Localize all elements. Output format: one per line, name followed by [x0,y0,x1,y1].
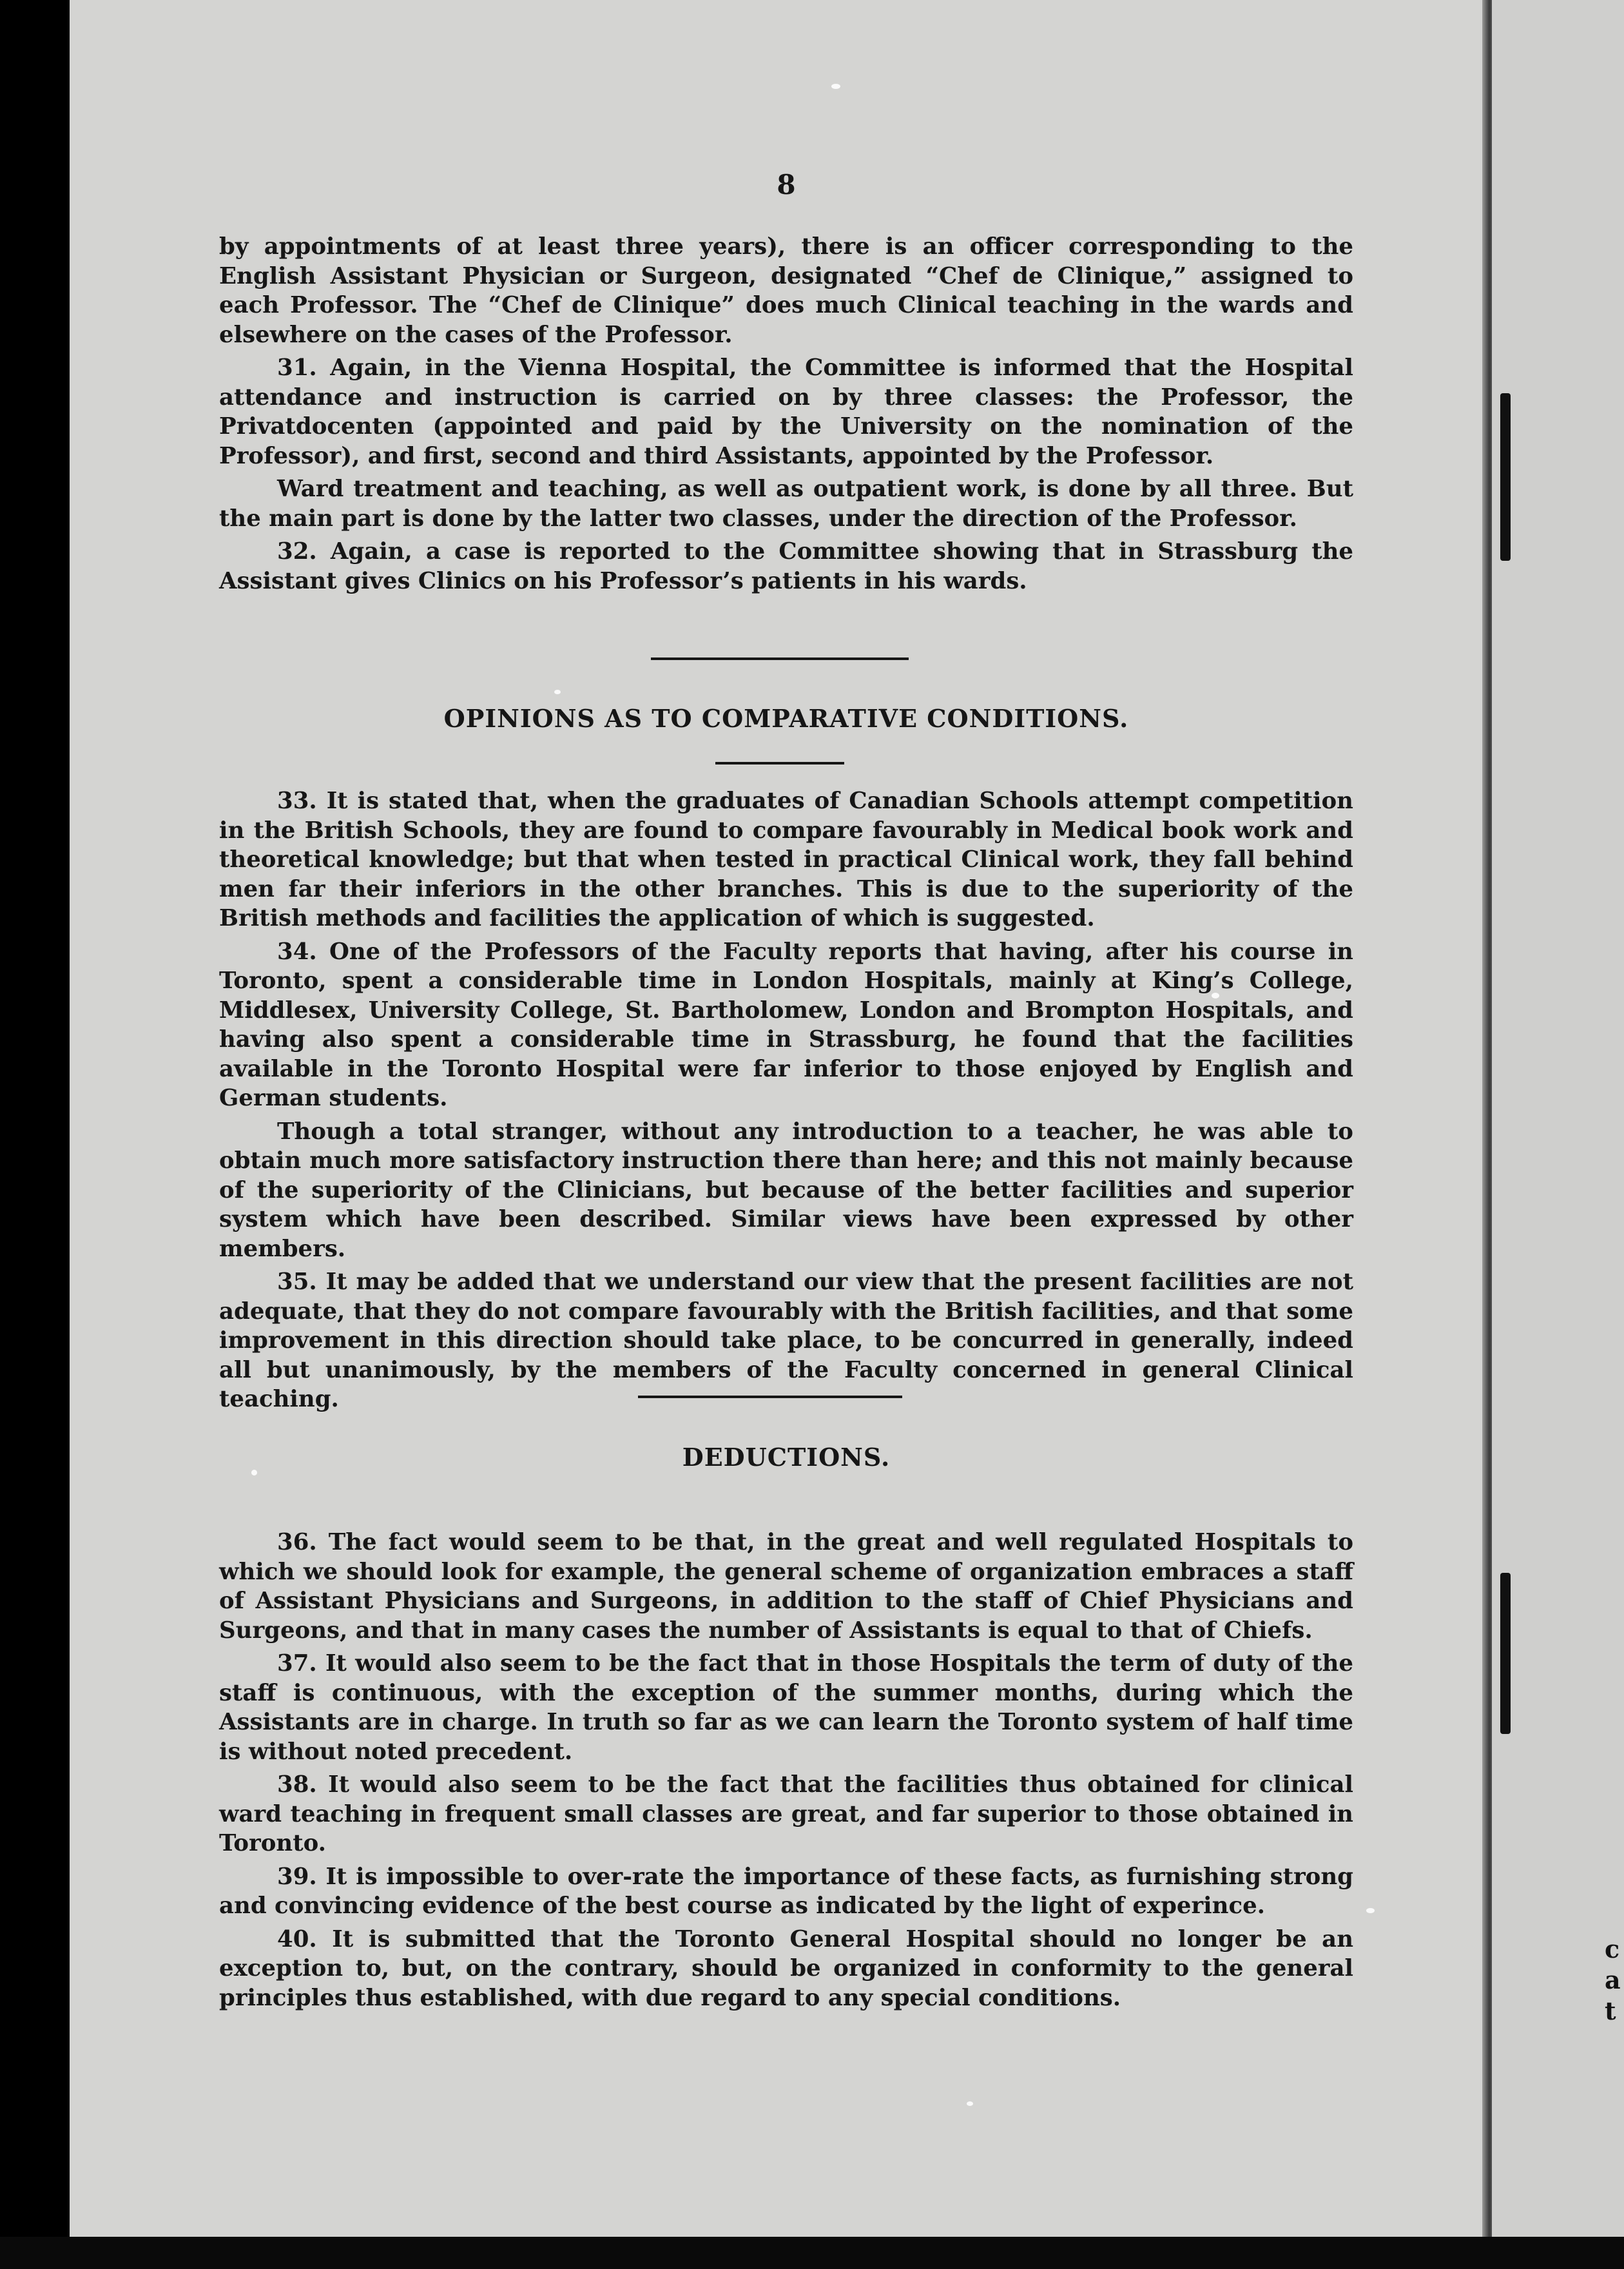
paragraph: 40. It is submitted that the Toronto General Hospital should no longer be an exception to, but, on the contrary, should be organized in conformity to the general principles thus established, with due regard to any special conditions. [219,1925,1353,2011]
paragraph: 33. It is stated that, when the graduates of Canadian Schools attempt competition in the British Schools, they are found to compare favourably in Medical book work and theoretical knowledge; but that when tested in practical Clinical work, they fall behind men far their inferiors in the other branches. This is due to the superiority of the British methods and facilities the application of which is suggested. [219,788,1353,931]
paragraph: by appointments of at least three years), there is an officer corresponding to the English Assistant Physician or Surgeon, designated “Chef de Clinique,” assigned to each Professor. The “Chef de Clinique” does much Clinical teaching in the wards and elsewhere on the cases of the Professor. [219,233,1353,348]
scan-speck [1366,1908,1375,1913]
scan-bottom-border [0,2237,1624,2269]
paragraph: 35. It may be added that we understand our view that the present facilities are not adequate, that they do not compare favourably with the British facilities, and that some improvement in this direction should take place, to be concurred in generally, indeed all but unanimously, by the members of the Faculty concerned in general Clinical teaching. [219,1269,1353,1412]
section-divider [651,657,909,660]
scan-speck [967,2101,973,2106]
edge-fragment: t [1605,1996,1616,2025]
edge-fragment: a [1605,1965,1621,1994]
paragraph: 34. One of the Professors of the Faculty reports that having, after his course in Toronto, spent a considerable time in London Hospitals, mainly at King’s College, Middlesex, University College, St. Bartholomew, London and Brompton Hospitals, and having also spent a considerable time in Strassburg, he found that the facilities available in the Toronto Hospital were far inferior to those enjoyed by English and German students. [219,938,1353,1111]
heading-underline [715,762,844,764]
section-divider [638,1396,902,1398]
paragraph: 32. Again, a case is reported to the Committee showing that in Strassburg the Assistant gives Clinics on his Professor’s patients in his wards. [219,538,1353,594]
scan-speck [831,84,840,89]
section-heading: OPINIONS AS TO COMPARATIVE CONDITIONS. [443,704,1129,733]
opinions-text-block [219,786,1353,1418]
page-number: 8 [777,169,796,200]
edge-fragment: c [1605,1934,1620,1963]
paragraph: 31. Again, in the Vienna Hospital, the Committee is informed that the Hospital attendance and instruction is carried on by three classes: the Professor, the Privatdocenten (appointed and paid by the University on the nomination of the Professor), and first, second and third Assistants, appointed by the Professor. [219,355,1353,469]
paragraph: 39. It is impossible to over-rate the importance of these facts, as furnishing strong and convincing evidence of the best course as indicated by the light of experince. [219,1863,1353,1919]
paragraph: 37. It would also seem to be the fact that in those Hospitals the term of duty of the staff is continuous, with the exception of the summer months, during which the Assistants are in charge. In truth so far as we can learn the Toronto system of half time is without noted precedent. [219,1650,1353,1765]
deductions-text-block [219,1528,1353,2016]
section-heading: DEDUCTIONS. [682,1443,891,1472]
paragraph: 38. It would also seem to be the fact that the facilities thus obtained for clinical ward teaching in frequent small classes are great, and far superior to those obtained in Toronto. [219,1771,1353,1856]
continued-text-block [219,232,1353,599]
paragraph: Ward treatment and teaching, as well as outpatient work, is done by all three. But the main part is done by the latter two classes, under the direction of the Professor. [219,476,1353,532]
facing-page-text-fragments [1605,1934,1621,2027]
binding-clip-mark [1500,393,1511,561]
paragraph: Though a total stranger, without any introduction to a teacher, he was able to obtain much more satisfactory instruction there than here; and this not mainly because of the superiority of the Clinicians, but because of the better facilities and superior system which have been described. Similar views have been expressed by other members. [219,1118,1353,1262]
paragraph: 36. The fact would seem to be that, in the great and well regulated Hospitals to which we should look for example, the general scheme of organization embraces a staff of Assistant Physicians and Surgeons, in addition to the staff of Chief Physicians and Surgeons, and that in many cases the number of Assistants is equal to that of Chiefs. [219,1529,1353,1644]
scan-speck [554,690,561,694]
binding-clip-mark [1500,1573,1511,1734]
facing-page-edge [1492,0,1624,2237]
